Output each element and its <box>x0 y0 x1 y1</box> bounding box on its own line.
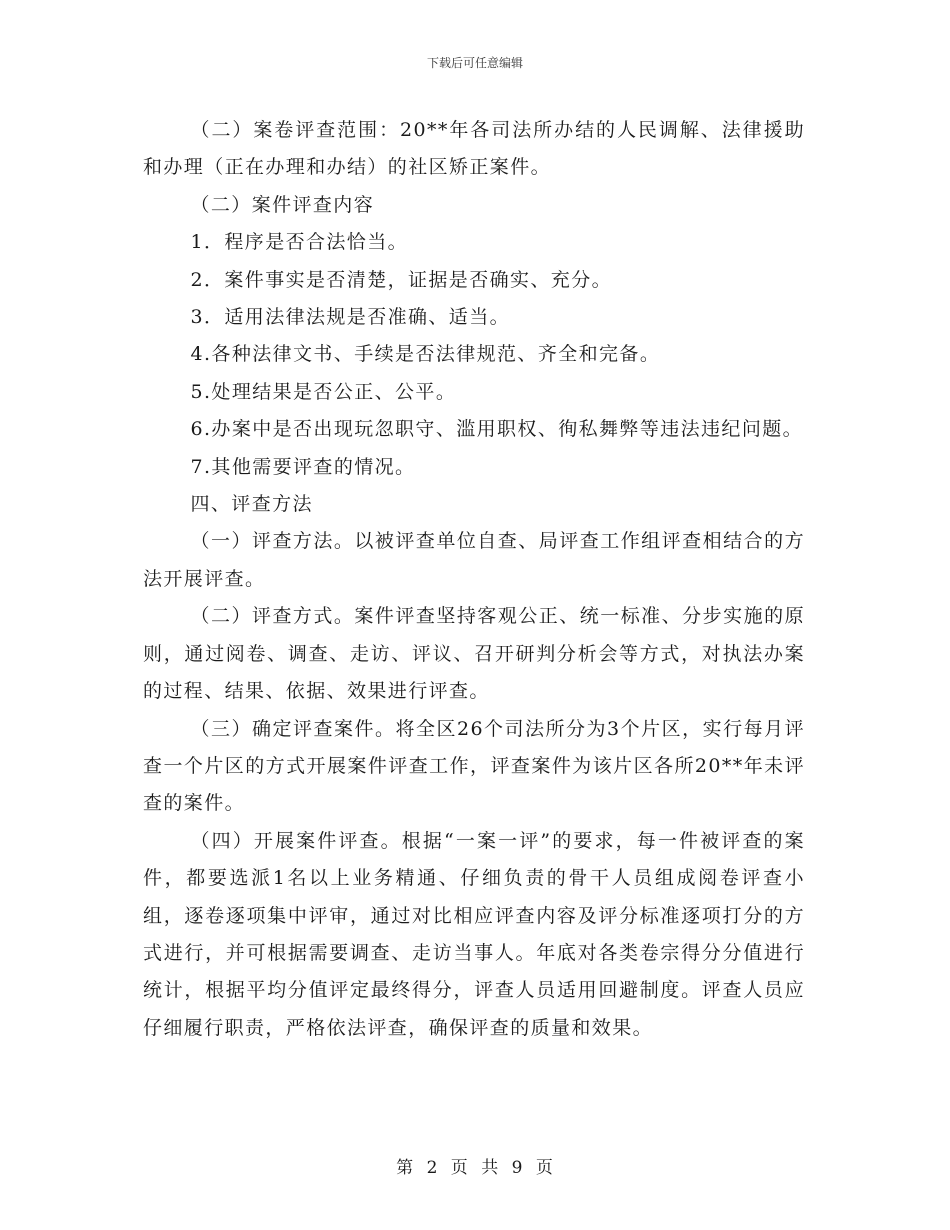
paragraph-case-scope: （二）案卷评查范围：20**年各司法所办结的人民调解、法律援助和办理（正在办理和办结）的社区矫正案件。 <box>143 119 805 179</box>
list-item-2: 2．案件事实是否清楚，证据是否确实、充分。 <box>190 268 612 291</box>
list-item-6: 6.办案中是否出现玩忽职守、滥用职权、徇私舞弊等违法违纪问题。 <box>190 418 804 441</box>
page-header: 下载后可任意编辑 <box>426 56 523 70</box>
list-item-7: 7.其他需要评查的情况。 <box>190 455 416 478</box>
document-body <box>143 112 805 1047</box>
paragraph-determine-cases: （三）确定评查案件。将全区26个司法所分为3个片区，实行每月评查一个片区的方式开展案件评查工作，评查案件为该片区各所20**年未评查的案件。 <box>143 717 805 815</box>
page-number: 第 2 页 共 9 页 <box>396 1158 554 1178</box>
paragraph-conduct-review: （四）开展案件评查。根据“一案一评”的要求，每一件被评查的案件，都要选派1名以上业务精通、仔细负责的骨干人员组成阅卷评查小组，逐卷逐项集中评审，通过对比相应评查内容及评分标准逐项打分的方式进行，并可根据需要调查、走访当事人。年底对各类卷宗得分分值进行统计，根据平均分值评定最终得分，评查人员适用回避制度。评查人员应仔细履行职责，严格依法评查，确保评查的质量和效果。 <box>143 829 805 1039</box>
list-item-5: 5.处理结果是否公正、公平。 <box>190 380 457 403</box>
paragraph-review-method: （一）评查方法。以被评查单位自查、局评查工作组评查相结合的方法开展评查。 <box>143 530 805 590</box>
paragraph-review-approach: （二）评查方式。案件评查坚持客观公正、统一标准、分步实施的原则，通过阅卷、调查、走访、评议、召开研判分析会等方式，对执法办案的过程、结果、依据、效果进行评查。 <box>143 605 805 703</box>
list-item-3: 3．适用法律法规是否准确、适当。 <box>190 306 510 329</box>
list-item-4: 4.各种法律文书、手续是否法律规范、齐全和完备。 <box>190 343 661 366</box>
paragraph-review-content-heading: （二）案件评查内容 <box>190 193 375 216</box>
list-item-1: 1．程序是否合法恰当。 <box>190 231 408 254</box>
section-heading-review-methods: 四、评查方法 <box>190 493 313 516</box>
